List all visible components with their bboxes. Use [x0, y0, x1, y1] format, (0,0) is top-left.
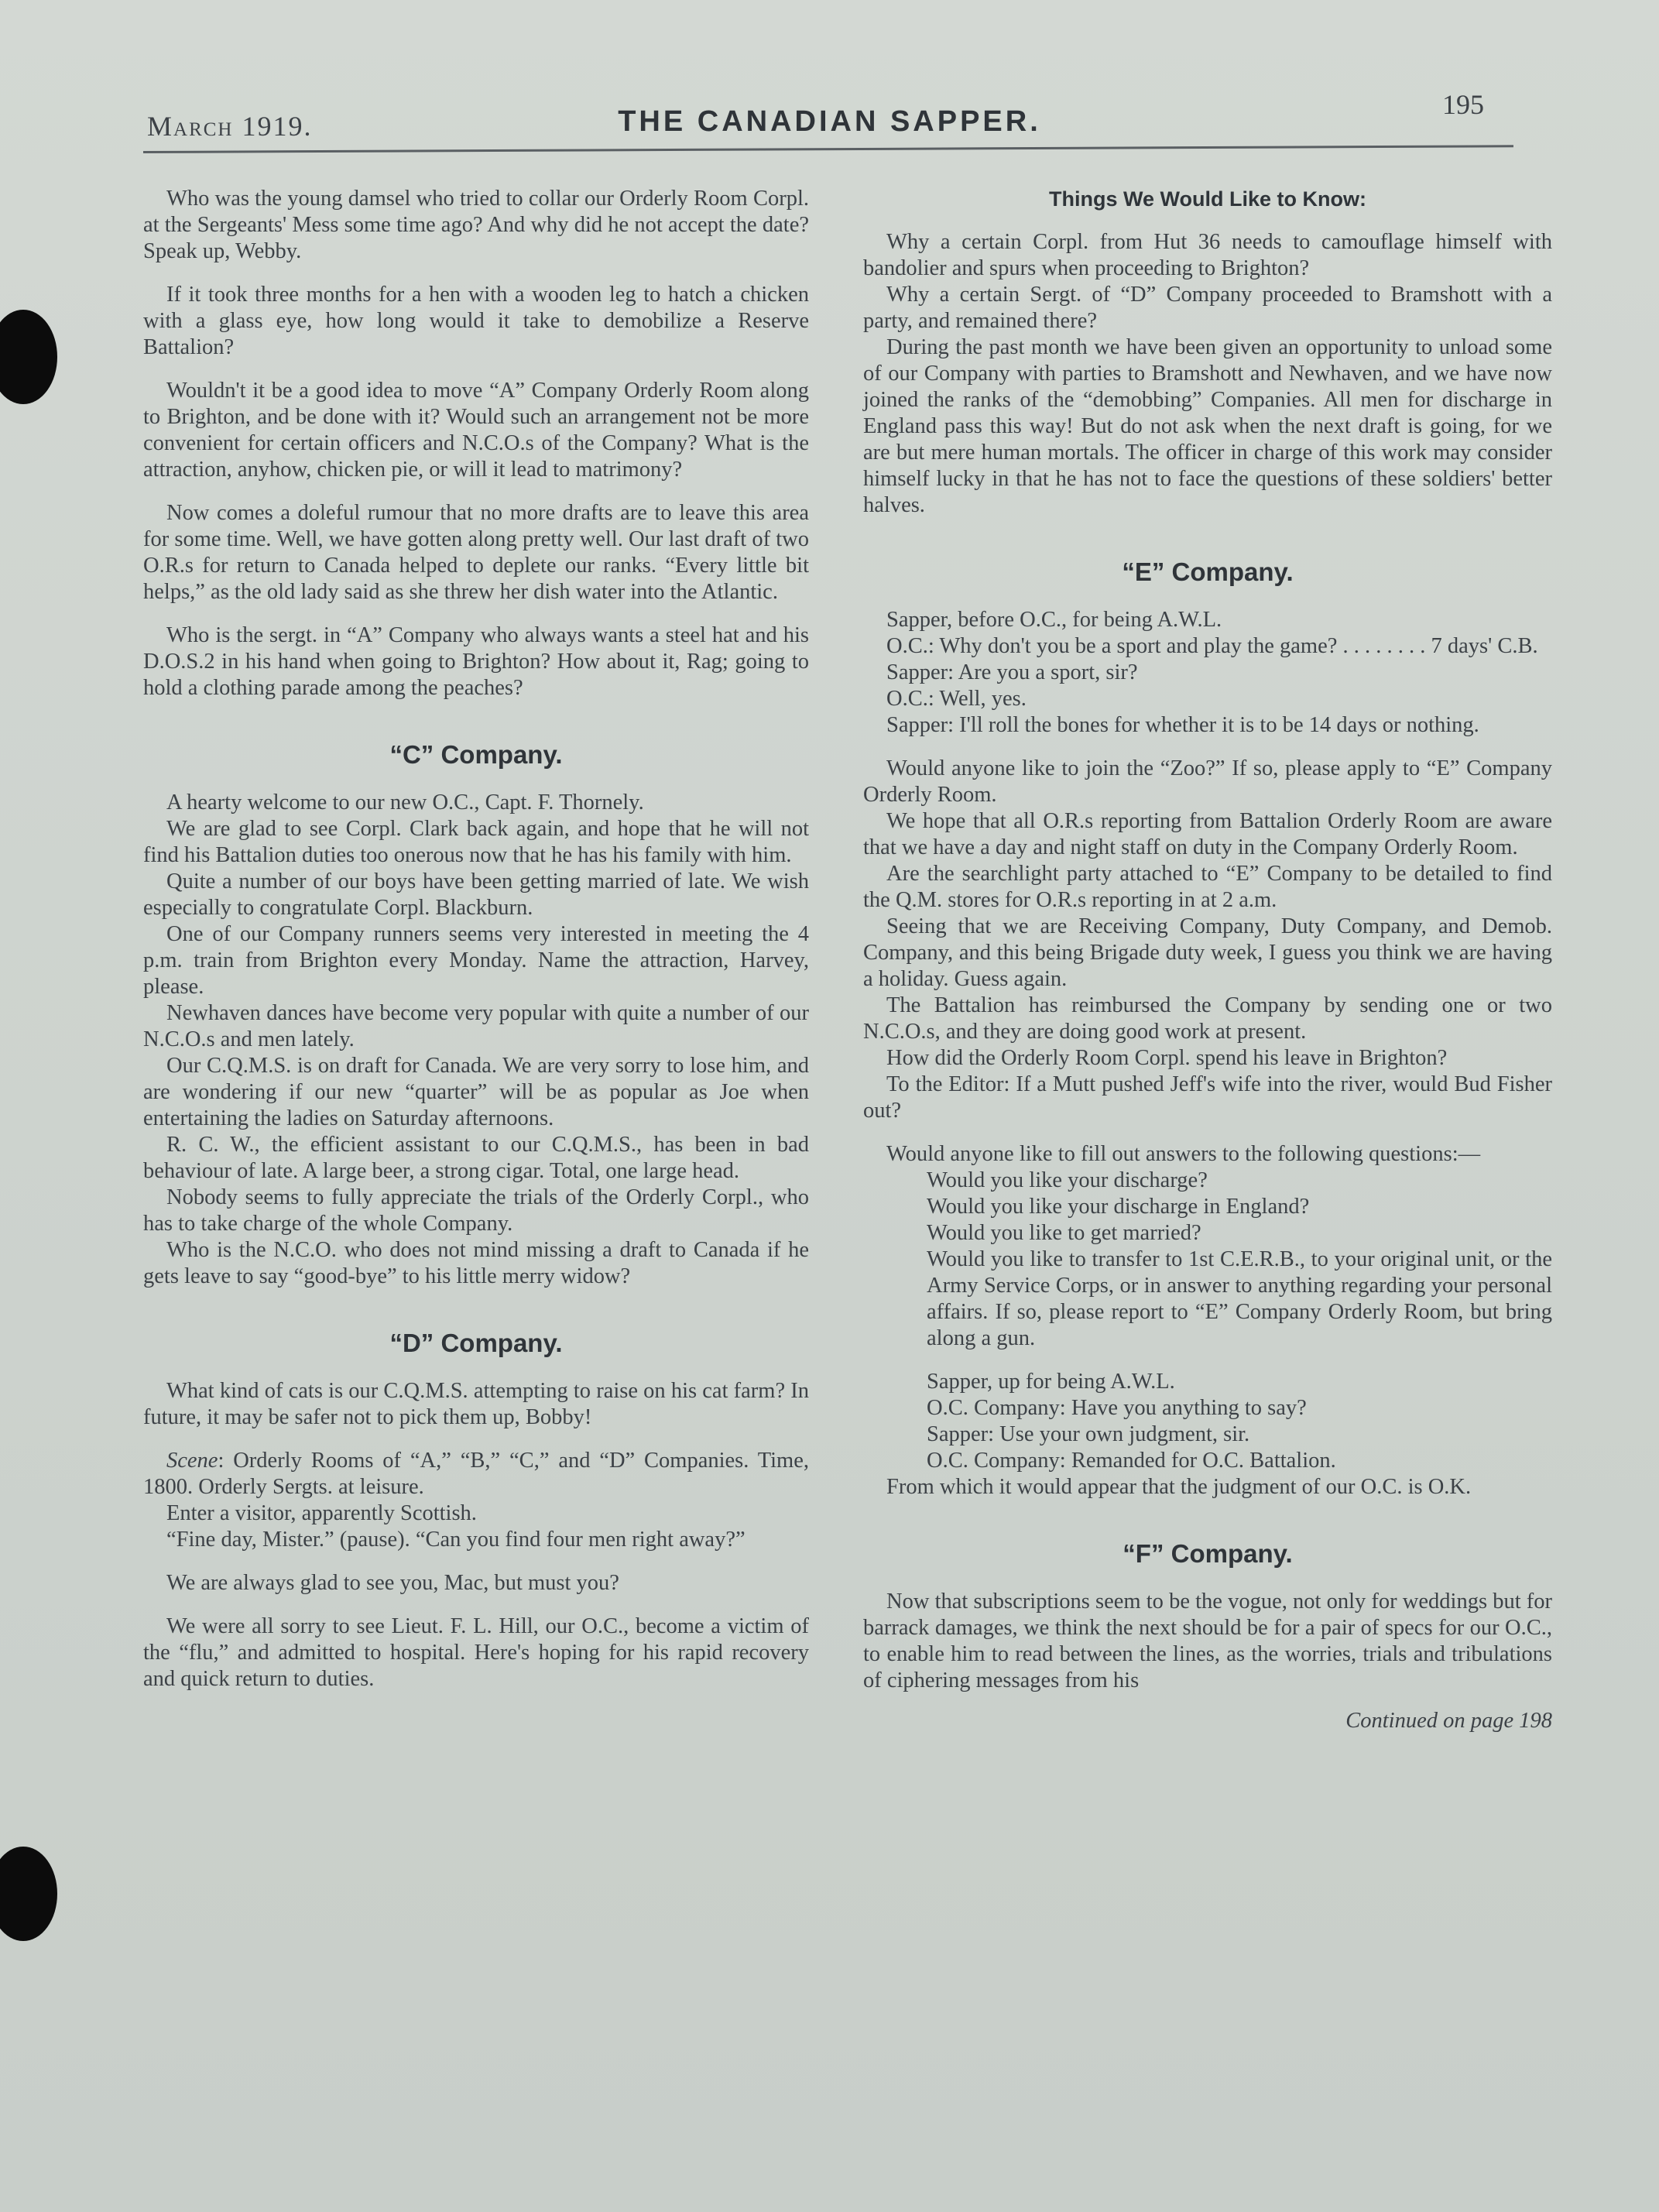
- paragraph: One of our Company runners seems very interested in meeting the 4 p.m. train from Brighton every Monday. Name the attraction, Harvey, please.: [143, 922, 809, 999]
- publication-title: THE CANADIAN SAPPER.: [618, 105, 1041, 138]
- paragraph: Why a certain Corpl. from Hut 36 needs to camouflage himself with bandolier and spurs when proceeding to Brighton?: [863, 230, 1552, 280]
- dialogue-line: O.C. Company: Remanded for O.C. Battalion.: [927, 1449, 1336, 1473]
- paragraph: During the past month we have been given an opportunity to unload some of our Company with parties to Bramshott and Newhaven, and we have now joined the ranks of the “demobbing” Companies. All men for discharge in England pass this way! But do not ask when the next draft is going, for we are but mere human mortals. The officer in charge of this work may consider himself lucky in that he has not to face the questions of these soldiers' better halves.: [863, 335, 1552, 517]
- section-heading-d-company: “D” Company.: [389, 1329, 563, 1357]
- paragraph: Would anyone like to join the “Zoo?” If so, please apply to “E” Company Orderly Room.: [863, 756, 1552, 807]
- paragraph: Our C.Q.M.S. is on draft for Canada. We are very sorry to lose him, and are wondering if our new “quarter” will be as popular as Joe when entertaining the ladies on Saturday afternoons.: [143, 1054, 809, 1130]
- paragraph: Sapper: Are you a sport, sir?: [886, 660, 1138, 684]
- paragraph: We are glad to see Corpl. Clark back again, and hope that he will not find his Battalion duties too onerous now that he has his family with him.: [143, 817, 809, 867]
- section-heading-e-company: “E” Company.: [1122, 557, 1294, 586]
- paragraph: Enter a visitor, apparently Scottish.: [166, 1501, 477, 1525]
- question: Would you like your discharge in England?: [927, 1195, 1310, 1219]
- paragraph: O.C.: Well, yes.: [886, 687, 1027, 711]
- binding-hole-top: [0, 310, 57, 404]
- paragraph: We hope that all O.R.s reporting from Battalion Orderly Room are aware that we have a day and night staff on duty in the Company Orderly Room.: [863, 809, 1552, 859]
- section-heading-things-to-know: Things We Would Like to Know:: [1049, 187, 1366, 211]
- continued-note: Continued on page 198: [1345, 1709, 1552, 1733]
- paragraph: Now that subscriptions seem to be the vogue, not only for weddings but for barrack damages, we think the next should be for a pair of specs for our O.C., to enable him to read between the lines, as the worries, trials and tribulations of ciphering messages from his: [863, 1590, 1552, 1692]
- paragraph: Who is the N.C.O. who does not mind missing a draft to Canada if he gets leave to say “good-bye” to his little merry widow?: [143, 1238, 809, 1288]
- scene-text: : Orderly Rooms of “A,” “B,” “C,” and “D” Companies. Time, 1800. Orderly Sergts. at leisure.: [143, 1449, 809, 1499]
- paragraph: How did the Orderly Room Corpl. spend his leave in Brighton?: [886, 1046, 1448, 1070]
- paragraph: Quite a number of our boys have been getting married of late. We wish especially to congratulate Corpl. Blackburn.: [143, 869, 809, 920]
- paragraph: A hearty welcome to our new O.C., Capt. F. Thornely.: [166, 790, 644, 814]
- paragraph: “Fine day, Mister.” (pause). “Can you find four men right away?”: [166, 1528, 746, 1552]
- dialogue-line: O.C. Company: Have you anything to say?: [927, 1396, 1307, 1420]
- left-column: [143, 186, 809, 1692]
- paragraph: Sapper: I'll roll the bones for whether it is to be 14 days or nothing.: [886, 713, 1479, 737]
- paragraph: What kind of cats is our C.Q.M.S. attempting to raise on his cat farm? In future, it may be safer not to pick them up, Bobby!: [143, 1379, 809, 1429]
- page-header: [0, 0, 1659, 155]
- paragraph: Seeing that we are Receiving Company, Duty Company, and Demob. Company, and this being Brigade duty week, I guess you think we are having a holiday. Guess again.: [863, 914, 1552, 991]
- paragraph: R. C. W., the efficient assistant to our C.Q.M.S., has been in bad behaviour of late. A large beer, a strong cigar. Total, one large head.: [143, 1133, 809, 1183]
- dialogue-line: Sapper: Use your own judgment, sir.: [927, 1422, 1250, 1446]
- page-number: 195: [1442, 89, 1484, 120]
- section-heading-c-company: “C” Company.: [389, 740, 563, 769]
- paragraph: O.C.: Why don't you be a sport and play the game? . . . . . . . . 7 days' C.B.: [886, 634, 1538, 658]
- paragraph: Who is the sergt. in “A” Company who always wants a steel hat and his D.O.S.2 in his hand when going to Brighton? How about it, Rag; going to hold a clothing parade among the peaches?: [143, 623, 809, 700]
- dialogue-line: Sapper, up for being A.W.L.: [927, 1370, 1175, 1394]
- paragraph: [143, 1448, 809, 1500]
- paragraph: Sapper, before O.C., for being A.W.L.: [886, 608, 1222, 632]
- paragraph: Now comes a doleful rumour that no more drafts are to leave this area for some time. Well, we have gotten along pretty well. Our last draft of two O.R.s for return to Canada helped to deplete our ranks. “Every little bit helps,” as the old lady said as she threw her dish water into the Atlantic.: [143, 501, 809, 604]
- binding-hole-bottom: [0, 1847, 57, 1941]
- paragraph: Why a certain Sergt. of “D” Company proceeded to Bramshott with a party, and remained there?: [863, 283, 1552, 333]
- paragraph: Are the searchlight party attached to “E” Company to be detailed to find the Q.M. stores for O.R.s reporting in at 2 a.m.: [863, 862, 1552, 912]
- scene-label: Scene: [166, 1449, 218, 1473]
- paragraph: From which it would appear that the judgment of our O.C. is O.K.: [886, 1475, 1472, 1499]
- question: Would you like your discharge?: [927, 1168, 1208, 1192]
- paragraph: We are always glad to see you, Mac, but must you?: [166, 1571, 619, 1595]
- paragraph: If it took three months for a hen with a wooden leg to hatch a chicken with a glass eye, how long would it take to demobilize a Reserve Battalion?: [143, 283, 809, 359]
- question: Would you like to get married?: [927, 1221, 1201, 1245]
- issue-date: March 1919.: [147, 111, 313, 142]
- right-column: [863, 186, 1552, 1734]
- paragraph: The Battalion has reimbursed the Company by sending one or two N.C.O.s, and they are doing good work at present.: [863, 993, 1552, 1044]
- paragraph: Nobody seems to fully appreciate the trials of the Orderly Corpl., who has to take charge of the whole Company.: [143, 1185, 809, 1236]
- paragraph: We were all sorry to see Lieut. F. L. Hill, our O.C., become a victim of the “flu,” and admitted to hospital. Here's hoping for his rapid recovery and quick return to duties.: [143, 1614, 809, 1691]
- paragraph: Wouldn't it be a good idea to move “A” Company Orderly Room along to Brighton, and be done with it? Would such an arrangement not be more convenient for certain officers and N.C.O.s of the Company? What is the attraction, anyhow, chicken pie, or will it lead to matrimony?: [143, 379, 809, 482]
- paragraph: Who was the young damsel who tried to collar our Orderly Room Corpl. at the Sergeants' Mess some time ago? And why did he not accept the date? Speak up, Webby.: [143, 187, 809, 263]
- question: Would you like to transfer to 1st C.E.R.B., to your original unit, or the Army Service Corps, or in answer to anything regarding your personal affairs. If so, please report to “E” Company Orderly Room, but bring along a gun.: [927, 1247, 1552, 1350]
- paragraph: Would anyone like to fill out answers to the following questions:—: [886, 1142, 1481, 1166]
- paragraph: To the Editor: If a Mutt pushed Jeff's wife into the river, would Bud Fisher out?: [863, 1072, 1552, 1123]
- paragraph: Newhaven dances have become very popular with quite a number of our N.C.O.s and men lately.: [143, 1001, 809, 1051]
- header-rule: [143, 145, 1513, 153]
- section-heading-f-company: “F” Company.: [1123, 1539, 1293, 1568]
